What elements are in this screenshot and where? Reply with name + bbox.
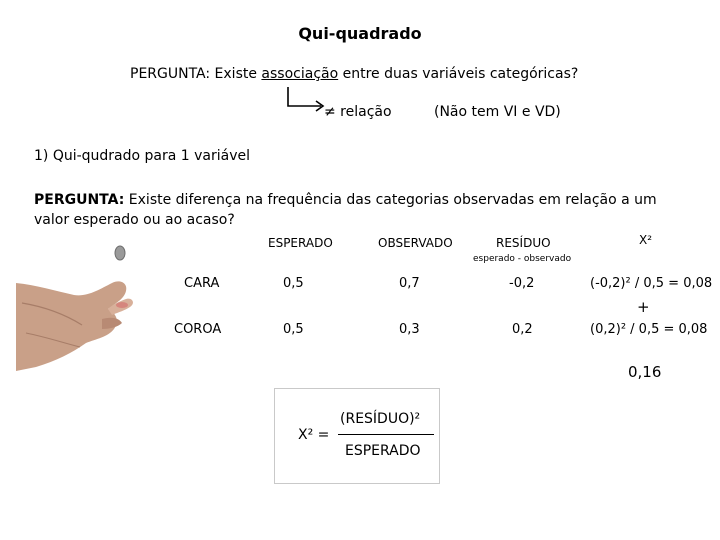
relation-note: ≠ relação: [324, 104, 392, 120]
cell-residuo-cara: -0,2: [509, 276, 535, 291]
header-residuo-sub: esperado - observado: [473, 254, 572, 264]
cell-residuo-coroa: 0,2: [512, 322, 533, 337]
hand-coin-image: [16, 243, 152, 371]
header-observado: OBSERVADO: [378, 236, 453, 250]
formula-numerator: (RESÍDUO)²: [340, 411, 421, 427]
plus-sign: +: [637, 298, 650, 316]
fraction-line: [338, 434, 434, 435]
section-heading: 1) Qui-qudrado para 1 variável: [34, 148, 251, 164]
cell-esperado-cara: 0,5: [283, 276, 304, 291]
cell-calc-coroa: (0,2)² / 0,5 = 0,08: [590, 322, 708, 337]
row-label-cara: CARA: [184, 276, 220, 291]
cell-observado-coroa: 0,3: [399, 322, 420, 337]
cell-calc-cara: (-0,2)² / 0,5 = 0,08: [590, 276, 713, 291]
header-x2: X²: [639, 233, 653, 247]
row-label-coroa: COROA: [174, 322, 222, 337]
header-esperado: ESPERADO: [268, 236, 333, 250]
cell-observado-cara: 0,7: [399, 276, 420, 291]
chi-square-total: 0,16: [628, 363, 662, 381]
question-2: PERGUNTA: Existe diferença na frequência das categorias observadas em relação a um valor esperado ou ao acaso?: [34, 192, 657, 228]
underlined-term: associação: [261, 66, 339, 82]
header-residuo: RESÍDUO: [496, 236, 551, 250]
no-vi-vd-note: (Não tem VI e VD): [434, 104, 561, 120]
question-1: PERGUNTA: Existe associação entre duas variáveis categóricas?: [130, 66, 579, 82]
arrow-icon: [283, 86, 327, 116]
page-title: Qui-quadrado: [298, 24, 422, 43]
cell-esperado-coroa: 0,5: [283, 322, 304, 337]
formula-denominator: ESPERADO: [345, 443, 421, 459]
formula-lhs: X² =: [298, 427, 330, 443]
